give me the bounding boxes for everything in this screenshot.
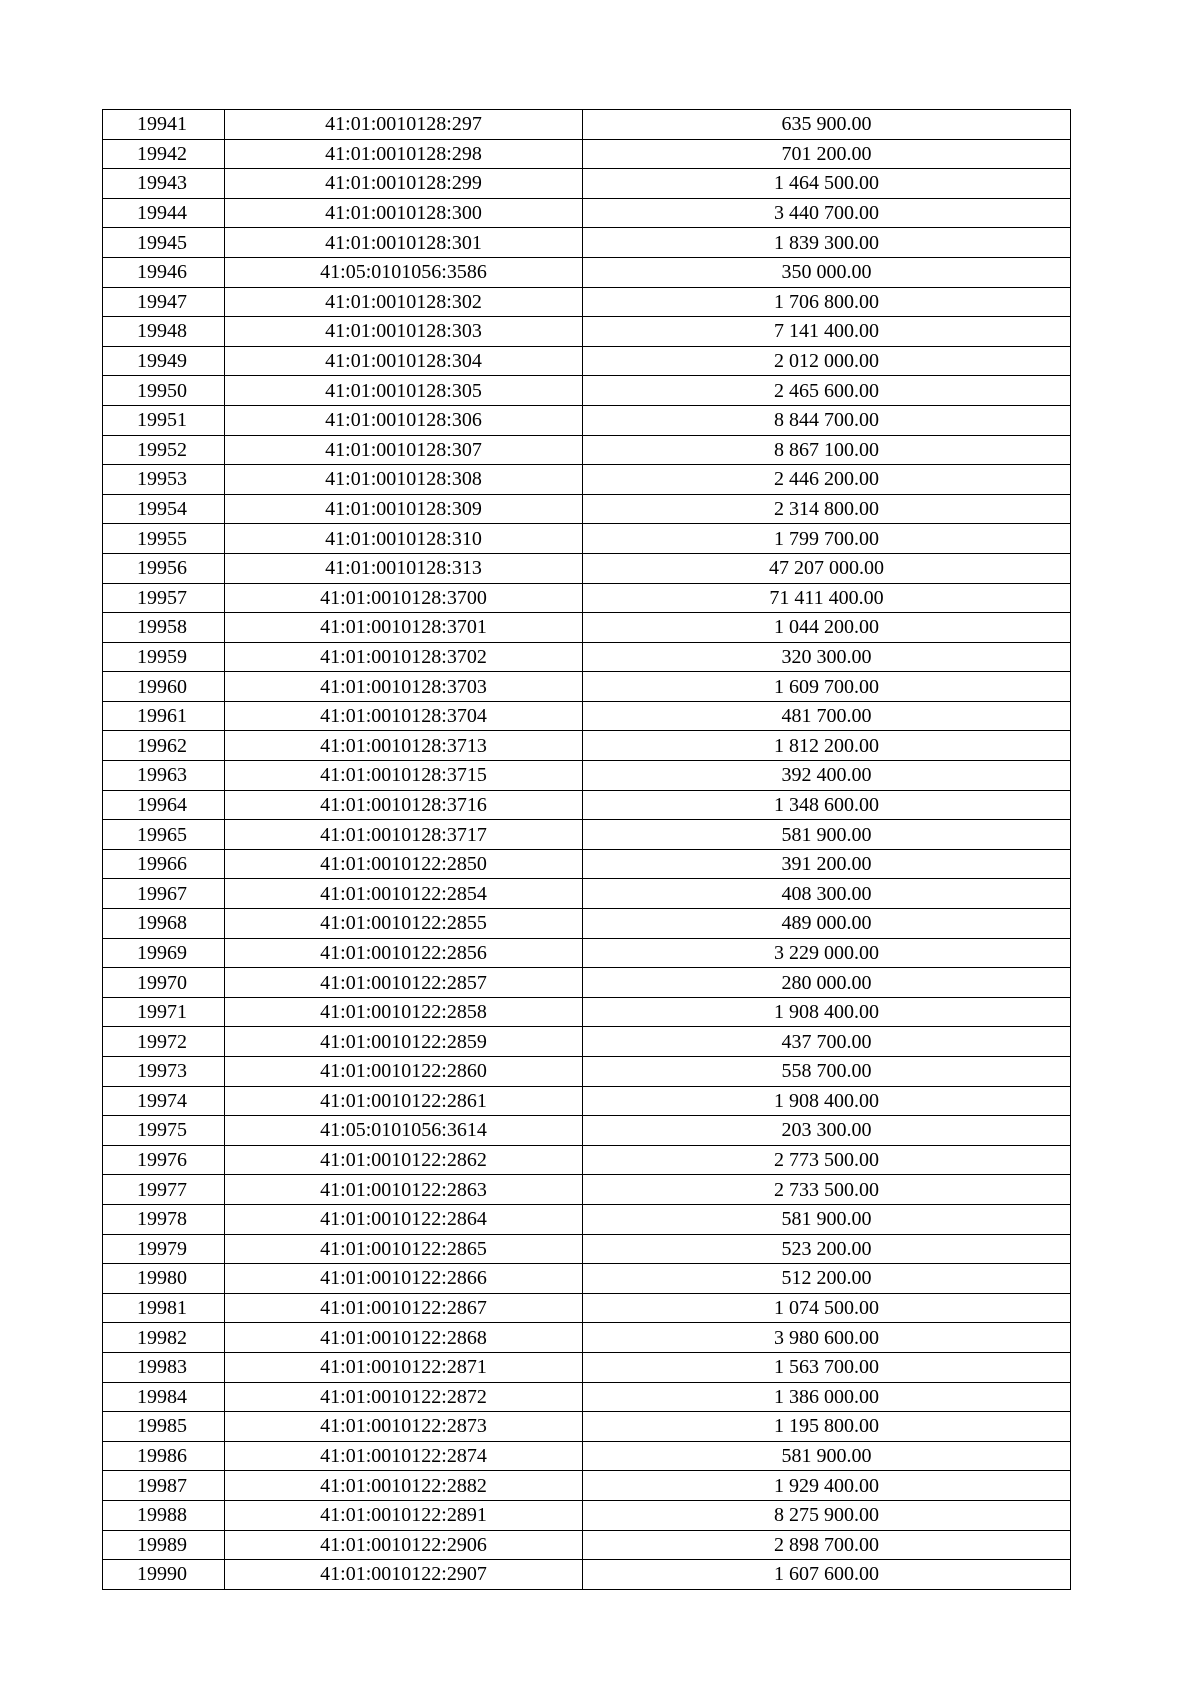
cadastral-number-cell: 41:01:0010128:3715 [225,761,583,791]
cadastral-value-cell: 2 733 500.00 [583,1175,1071,1205]
cadastral-value-cell: 2 773 500.00 [583,1145,1071,1175]
row-number-cell: 19948 [103,317,225,347]
row-number-cell: 19967 [103,879,225,909]
table-row [103,553,1071,583]
cadastral-value-cell: 1 563 700.00 [583,1352,1071,1382]
cadastral-number-cell: 41:01:0010128:313 [225,553,583,583]
table-row [103,169,1071,199]
row-number-cell: 19959 [103,642,225,672]
cadastral-value-cell: 1 044 200.00 [583,613,1071,643]
cadastral-number-cell: 41:01:0010122:2862 [225,1145,583,1175]
cadastral-number-cell: 41:01:0010128:305 [225,376,583,406]
table-row [103,228,1071,258]
table-row [103,1560,1071,1590]
cadastral-number-cell: 41:01:0010122:2906 [225,1530,583,1560]
cadastral-value-cell: 558 700.00 [583,1057,1071,1087]
cadastral-number-cell: 41:01:0010122:2854 [225,879,583,909]
table-row [103,435,1071,465]
row-number-cell: 19988 [103,1500,225,1530]
cadastral-number-cell: 41:01:0010122:2860 [225,1057,583,1087]
cadastral-number-cell: 41:01:0010122:2859 [225,1027,583,1057]
cadastral-value-cell: 489 000.00 [583,909,1071,939]
cadastral-number-cell: 41:01:0010128:306 [225,405,583,435]
cadastral-value-cell: 1 348 600.00 [583,790,1071,820]
table-row [103,1264,1071,1294]
row-number-cell: 19954 [103,494,225,524]
cadastral-number-cell: 41:01:0010128:308 [225,465,583,495]
row-number-cell: 19976 [103,1145,225,1175]
cadastral-value-cell: 2 465 600.00 [583,376,1071,406]
cadastral-number-cell: 41:01:0010128:298 [225,139,583,169]
cadastral-number-cell: 41:05:0101056:3586 [225,257,583,287]
row-number-cell: 19986 [103,1441,225,1471]
table-row [103,1500,1071,1530]
cadastral-number-cell: 41:01:0010122:2907 [225,1560,583,1590]
cadastral-value-cell: 47 207 000.00 [583,553,1071,583]
table-row [103,376,1071,406]
cadastral-value-cell: 635 900.00 [583,110,1071,140]
row-number-cell: 19978 [103,1204,225,1234]
cadastral-value-cell: 2 314 800.00 [583,494,1071,524]
cadastral-number-cell: 41:01:0010122:2850 [225,849,583,879]
table-row [103,731,1071,761]
cadastral-value-cell: 392 400.00 [583,761,1071,791]
cadastral-value-cell: 1 929 400.00 [583,1471,1071,1501]
cadastral-number-cell: 41:01:0010122:2882 [225,1471,583,1501]
row-number-cell: 19966 [103,849,225,879]
row-number-cell: 19951 [103,405,225,435]
row-number-cell: 19950 [103,376,225,406]
cadastral-number-cell: 41:01:0010128:3716 [225,790,583,820]
cadastral-value-cell: 391 200.00 [583,849,1071,879]
table-row [103,613,1071,643]
row-number-cell: 19974 [103,1086,225,1116]
table-row [103,1441,1071,1471]
table-row [103,583,1071,613]
cadastral-value-cell: 581 900.00 [583,820,1071,850]
table-row [103,1175,1071,1205]
row-number-cell: 19972 [103,1027,225,1057]
row-number-cell: 19990 [103,1560,225,1590]
table-row [103,1382,1071,1412]
cadastral-number-cell: 41:01:0010128:3701 [225,613,583,643]
cadastral-value-cell: 8 275 900.00 [583,1500,1071,1530]
cadastral-number-cell: 41:05:0101056:3614 [225,1116,583,1146]
cadastral-value-cell: 2 898 700.00 [583,1530,1071,1560]
cadastral-value-cell: 1 607 600.00 [583,1560,1071,1590]
cadastral-number-cell: 41:01:0010122:2874 [225,1441,583,1471]
table-row [103,198,1071,228]
table-row [103,672,1071,702]
table-row [103,790,1071,820]
cadastral-value-cell: 203 300.00 [583,1116,1071,1146]
cadastral-value-cell: 2 446 200.00 [583,465,1071,495]
row-number-cell: 19953 [103,465,225,495]
cadastral-value-cell: 1 908 400.00 [583,1086,1071,1116]
table-row [103,1293,1071,1323]
cadastral-value-table [102,109,1071,1590]
row-number-cell: 19949 [103,346,225,376]
table-row [103,1412,1071,1442]
row-number-cell: 19944 [103,198,225,228]
cadastral-number-cell: 41:01:0010128:300 [225,198,583,228]
table-row [103,879,1071,909]
cadastral-number-cell: 41:01:0010128:307 [225,435,583,465]
row-number-cell: 19964 [103,790,225,820]
cadastral-number-cell: 41:01:0010122:2855 [225,909,583,939]
cadastral-number-cell: 41:01:0010122:2864 [225,1204,583,1234]
cadastral-number-cell: 41:01:0010128:310 [225,524,583,554]
table-row [103,909,1071,939]
table-row [103,1530,1071,1560]
cadastral-value-cell: 3 980 600.00 [583,1323,1071,1353]
row-number-cell: 19952 [103,435,225,465]
cadastral-number-cell: 41:01:0010122:2867 [225,1293,583,1323]
cadastral-number-cell: 41:01:0010128:299 [225,169,583,199]
cadastral-value-cell: 8 867 100.00 [583,435,1071,465]
table-row [103,1086,1071,1116]
cadastral-number-cell: 41:01:0010122:2865 [225,1234,583,1264]
row-number-cell: 19958 [103,613,225,643]
row-number-cell: 19968 [103,909,225,939]
row-number-cell: 19941 [103,110,225,140]
cadastral-value-cell: 2 012 000.00 [583,346,1071,376]
table-row [103,110,1071,140]
cadastral-value-cell: 481 700.00 [583,701,1071,731]
cadastral-value-cell: 1 609 700.00 [583,672,1071,702]
cadastral-value-cell: 581 900.00 [583,1204,1071,1234]
row-number-cell: 19983 [103,1352,225,1382]
cadastral-number-cell: 41:01:0010122:2871 [225,1352,583,1382]
cadastral-value-cell: 280 000.00 [583,968,1071,998]
cadastral-number-cell: 41:01:0010128:3703 [225,672,583,702]
table-row [103,346,1071,376]
row-number-cell: 19956 [103,553,225,583]
cadastral-value-cell: 437 700.00 [583,1027,1071,1057]
row-number-cell: 19943 [103,169,225,199]
row-number-cell: 19975 [103,1116,225,1146]
cadastral-value-cell: 71 411 400.00 [583,583,1071,613]
row-number-cell: 19989 [103,1530,225,1560]
table-row [103,494,1071,524]
row-number-cell: 19963 [103,761,225,791]
table-row [103,465,1071,495]
table-row [103,139,1071,169]
cadastral-number-cell: 41:01:0010128:3717 [225,820,583,850]
table-row [103,1471,1071,1501]
cadastral-number-cell: 41:01:0010128:309 [225,494,583,524]
cadastral-value-cell: 1 706 800.00 [583,287,1071,317]
cadastral-value-cell: 1 464 500.00 [583,169,1071,199]
cadastral-value-cell: 1 195 800.00 [583,1412,1071,1442]
row-number-cell: 19984 [103,1382,225,1412]
cadastral-number-cell: 41:01:0010122:2858 [225,997,583,1027]
cadastral-number-cell: 41:01:0010122:2872 [225,1382,583,1412]
row-number-cell: 19942 [103,139,225,169]
table-row [103,317,1071,347]
table-row [103,938,1071,968]
cadastral-value-cell: 701 200.00 [583,139,1071,169]
table-row [103,287,1071,317]
row-number-cell: 19979 [103,1234,225,1264]
table-row [103,997,1071,1027]
row-number-cell: 19971 [103,997,225,1027]
cadastral-value-cell: 8 844 700.00 [583,405,1071,435]
cadastral-number-cell: 41:01:0010128:3713 [225,731,583,761]
table-row [103,1204,1071,1234]
table-row [103,405,1071,435]
row-number-cell: 19981 [103,1293,225,1323]
cadastral-value-cell: 581 900.00 [583,1441,1071,1471]
cadastral-value-cell: 320 300.00 [583,642,1071,672]
cadastral-number-cell: 41:01:0010122:2857 [225,968,583,998]
cadastral-number-cell: 41:01:0010122:2861 [225,1086,583,1116]
row-number-cell: 19969 [103,938,225,968]
cadastral-value-cell: 523 200.00 [583,1234,1071,1264]
row-number-cell: 19970 [103,968,225,998]
cadastral-number-cell: 41:01:0010122:2863 [225,1175,583,1205]
row-number-cell: 19977 [103,1175,225,1205]
cadastral-value-cell: 512 200.00 [583,1264,1071,1294]
table-row [103,642,1071,672]
table-row [103,1234,1071,1264]
cadastral-value-cell: 1 839 300.00 [583,228,1071,258]
row-number-cell: 19965 [103,820,225,850]
row-number-cell: 19955 [103,524,225,554]
row-number-cell: 19957 [103,583,225,613]
cadastral-value-cell: 1 908 400.00 [583,997,1071,1027]
cadastral-number-cell: 41:01:0010122:2873 [225,1412,583,1442]
cadastral-number-cell: 41:01:0010122:2866 [225,1264,583,1294]
cadastral-number-cell: 41:01:0010128:303 [225,317,583,347]
cadastral-value-cell: 350 000.00 [583,257,1071,287]
row-number-cell: 19987 [103,1471,225,1501]
cadastral-value-cell: 408 300.00 [583,879,1071,909]
table-row [103,849,1071,879]
cadastral-number-cell: 41:01:0010128:302 [225,287,583,317]
row-number-cell: 19946 [103,257,225,287]
table-row [103,701,1071,731]
row-number-cell: 19945 [103,228,225,258]
table-row [103,761,1071,791]
table-row [103,820,1071,850]
row-number-cell: 19962 [103,731,225,761]
cadastral-number-cell: 41:01:0010122:2891 [225,1500,583,1530]
table-row [103,1116,1071,1146]
row-number-cell: 19973 [103,1057,225,1087]
cadastral-number-cell: 41:01:0010122:2868 [225,1323,583,1353]
cadastral-number-cell: 41:01:0010128:3702 [225,642,583,672]
cadastral-value-cell: 1 386 000.00 [583,1382,1071,1412]
row-number-cell: 19980 [103,1264,225,1294]
cadastral-number-cell: 41:01:0010122:2856 [225,938,583,968]
table-row [103,524,1071,554]
table-row [103,1145,1071,1175]
table-row [103,1027,1071,1057]
row-number-cell: 19985 [103,1412,225,1442]
cadastral-value-cell: 1 074 500.00 [583,1293,1071,1323]
row-number-cell: 19961 [103,701,225,731]
cadastral-number-cell: 41:01:0010128:3704 [225,701,583,731]
row-number-cell: 19982 [103,1323,225,1353]
table-row [103,1057,1071,1087]
cadastral-value-cell: 7 141 400.00 [583,317,1071,347]
cadastral-value-cell: 1 799 700.00 [583,524,1071,554]
cadastral-number-cell: 41:01:0010128:297 [225,110,583,140]
cadastral-number-cell: 41:01:0010128:304 [225,346,583,376]
cadastral-value-cell: 3 440 700.00 [583,198,1071,228]
row-number-cell: 19947 [103,287,225,317]
table-row [103,1323,1071,1353]
cadastral-value-cell: 1 812 200.00 [583,731,1071,761]
cadastral-value-cell: 3 229 000.00 [583,938,1071,968]
cadastral-number-cell: 41:01:0010128:301 [225,228,583,258]
table-row [103,1352,1071,1382]
table-row [103,257,1071,287]
table-row [103,968,1071,998]
cadastral-number-cell: 41:01:0010128:3700 [225,583,583,613]
row-number-cell: 19960 [103,672,225,702]
table-body [103,110,1071,1590]
